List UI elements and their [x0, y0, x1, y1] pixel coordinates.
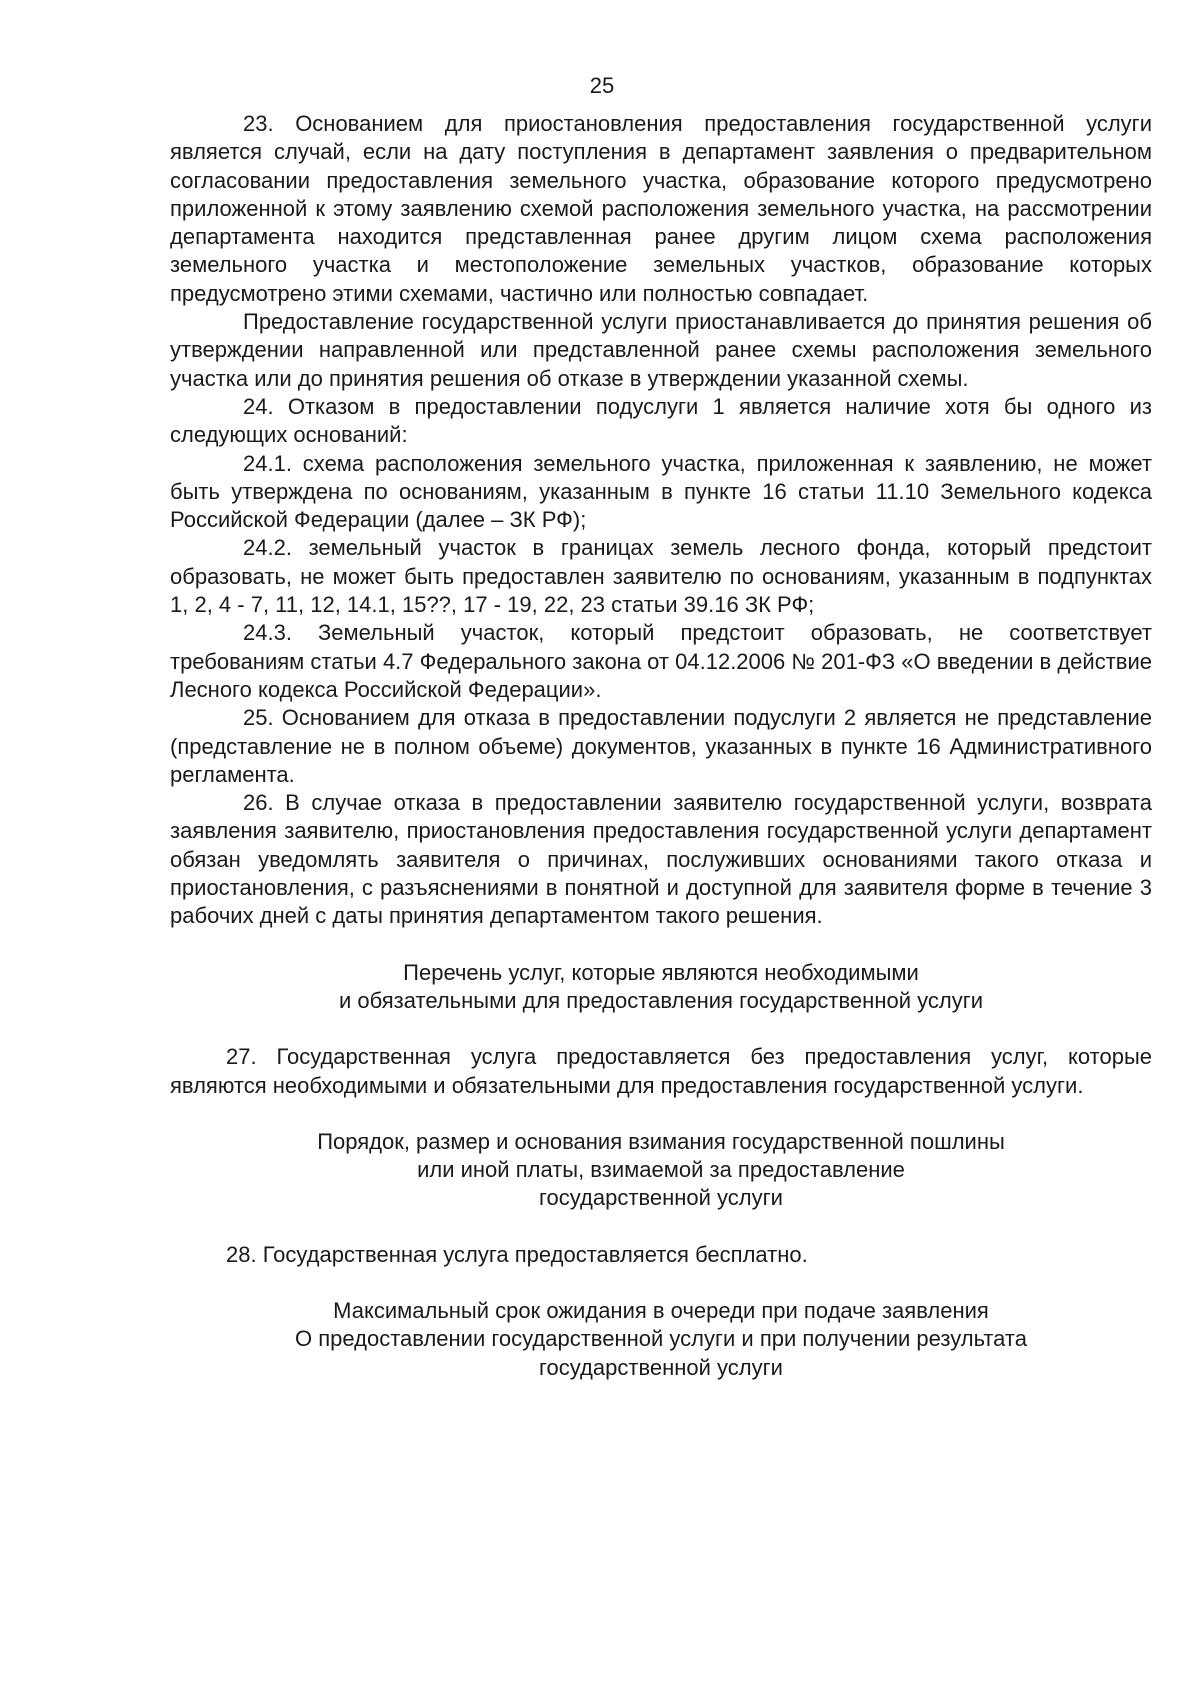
section-heading-fee	[170, 1128, 1152, 1213]
heading-line: и обязательными для предоставления государственной услуги	[338, 987, 984, 1013]
paragraph-24-3: 24.3. Земельный участок, который предстоит образовать, не соответствует требованиям статьи 4.7 Федерального закона от 04.12.2006 № 201-ФЗ «О введении в действие Лесного кодекса Российской Федерации».	[170, 620, 1152, 702]
heading-line: Максимальный срок ожидания в очереди при подаче заявления	[333, 1297, 989, 1323]
paragraph-24-1: 24.1. схема расположения земельного участка, приложенная к заявлению, не может быть утверждена по основаниям, указанным в пункте 16 статьи 11.10 Земельного кодекса Российской Федерации (далее – ЗК РФ);	[170, 450, 1152, 533]
paragraph-24-2: 24.2. земельный участок в границах земель лесного фонда, который предстоит образовать, не может быть предоставлен заявителю по основаниям, указанным в подпунктах 1, 2, 4 - 7, 11, 12, 14.1, 15??, 17 - 19, 22, 23 статьи 39.16 ЗК РФ;	[170, 535, 1152, 618]
section-heading-services-list	[170, 959, 1152, 1016]
heading-line: государственной услуги	[539, 1185, 783, 1211]
section-heading-queue-time	[170, 1297, 1152, 1382]
paragraph-28: 28. Государственная услуга предоставляется бесплатно.	[226, 1241, 808, 1267]
heading-line: или иной платы, взимаемой за предоставление	[417, 1157, 905, 1183]
paragraph-27: 27. Государственная услуга предоставляется без предоставления услуг, которые являются необходимыми и обязательными для предоставления государственной услуги.	[170, 1044, 1152, 1098]
paragraph-23-continuation: Предоставление государственной услуги приостанавливается до принятия решения об утверждении направленной или представленной ранее схемы расположения земельного участка или до принятия решения об отказе в утверждении указанной схемы.	[170, 309, 1152, 391]
heading-line: государственной услуги	[539, 1354, 783, 1380]
paragraph-25: 25. Основанием для отказа в предоставлении подуслуги 2 является не представление (представление не в полном объеме) документов, указанных в пункте 16 Административного регламента.	[170, 705, 1152, 787]
paragraph-26: 26. В случае отказа в предоставлении заявителю государственной услуги, возврата заявления заявителю, приостановления предоставления государственной услуги департамент обязан уведомлять заявителя о причинах, послуживших основаниями такого отказа и приостановления, с разъяснениями в понятной и доступной для заявителя форме в течение 3 рабочих дней с даты принятия департаментом такого решения.	[170, 790, 1152, 929]
heading-line: О предоставлении государственной услуги и при получении результата	[295, 1326, 1027, 1352]
heading-line: Порядок, размер и основания взимания государственной пошлины	[317, 1128, 1005, 1154]
page-number: 25	[589, 73, 615, 98]
paragraph-24: 24. Отказом в предоставлении подуслуги 1 является наличие хотя бы одного из следующих оснований:	[170, 393, 1152, 448]
heading-line: Перечень услуг, которые являются необходимыми	[403, 959, 919, 985]
paragraph-23: 23. Основанием для приостановления предоставления государственной услуги является случай, если на дату поступления в департамент заявления о предварительном согласовании предоставления земельного участка, образование которого предусмотрено приложенной к этому заявлению схемой расположения земельного участка, на рассмотрении департамента находится представленная ранее другим лицом схема расположения земельного участка и местоположение земельных участков, образование которых предусмотрено этими схемами, частично или полностью совпадает.	[170, 111, 1152, 306]
